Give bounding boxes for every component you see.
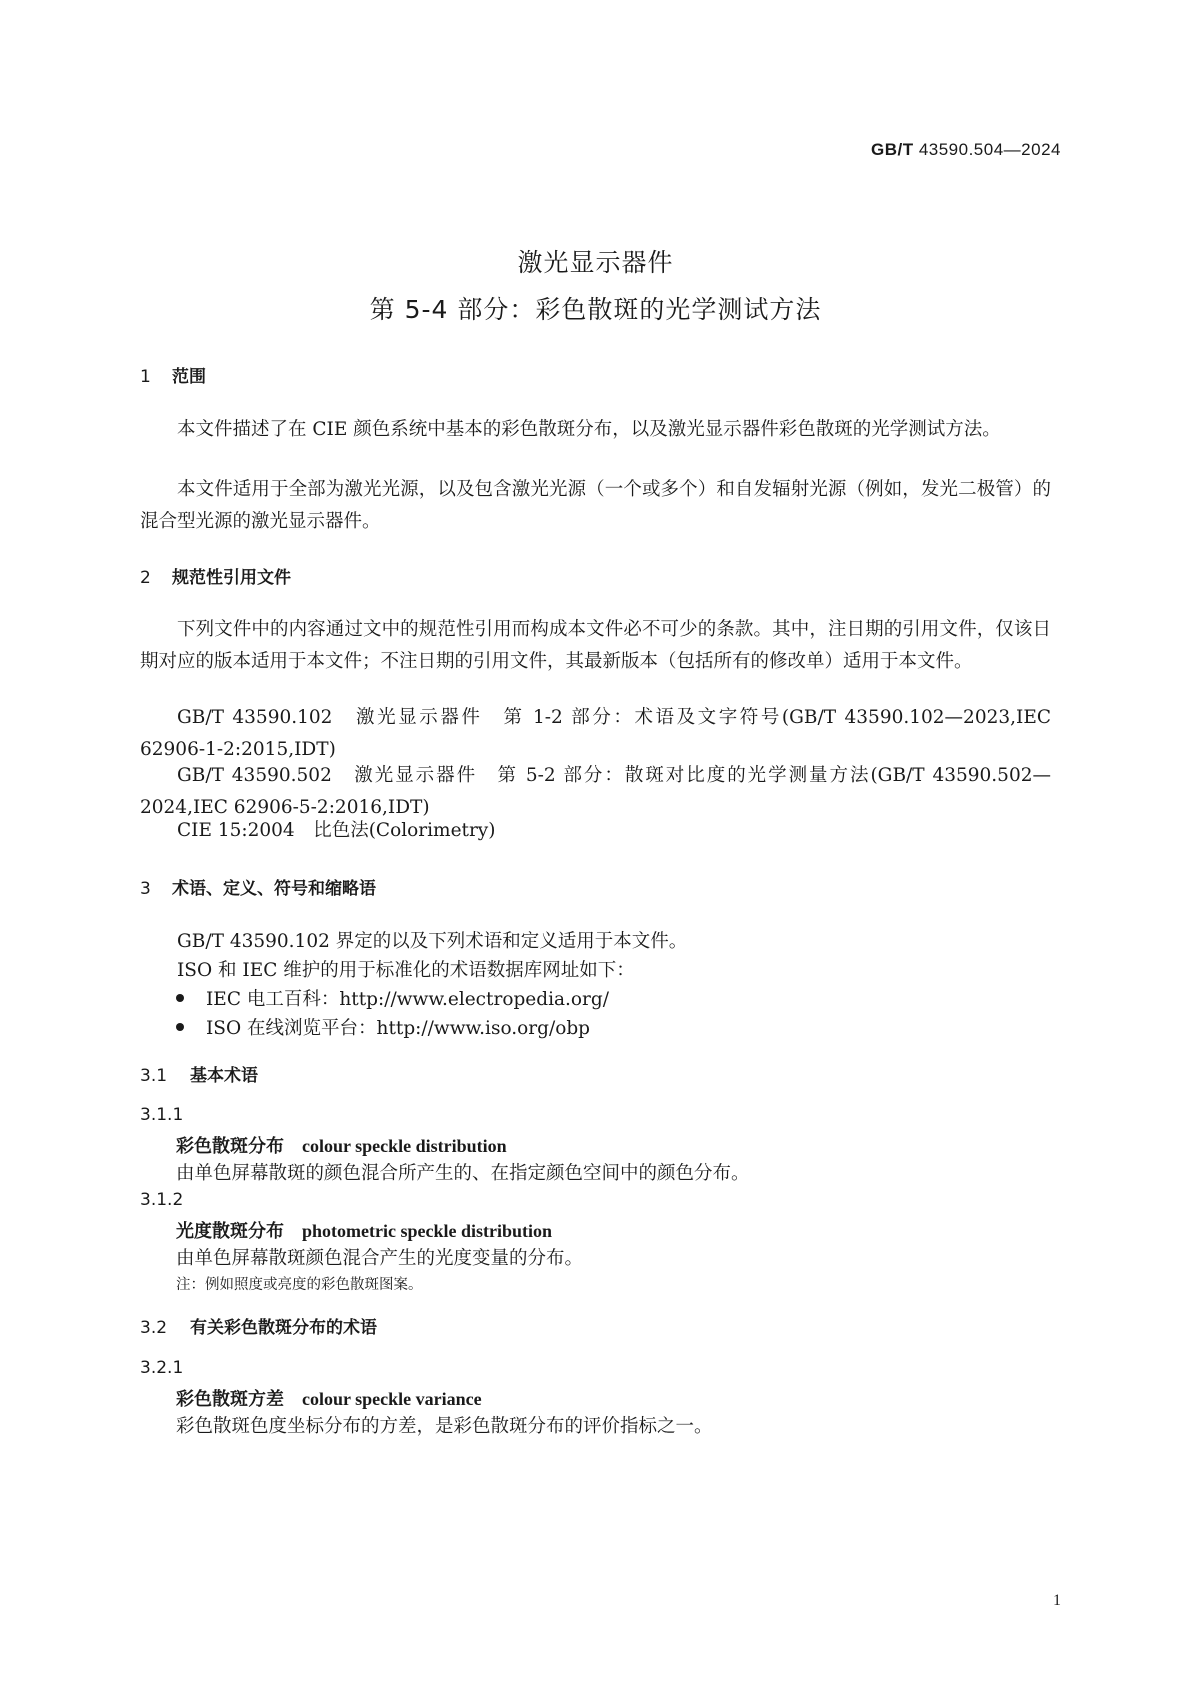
section-3-heading (140, 874, 376, 899)
term-english: colour speckle distribution (302, 1136, 507, 1156)
bullet-text: ISO 在线浏览平台：http://www.iso.org/obp (206, 1018, 591, 1039)
section-1-heading (140, 362, 206, 387)
section-3-paragraph-2: ISO 和 IEC 维护的用于标准化的术语数据库网址如下： (177, 960, 635, 981)
section-2-heading (140, 563, 291, 588)
section-number: 1 (140, 367, 151, 387)
section-number: 2 (140, 568, 151, 588)
term-chinese: 彩色散斑方差 (176, 1389, 284, 1410)
page-number: 1 (1053, 1592, 1061, 1609)
section-2-paragraph-1: 下列文件中的内容通过文中的规范性引用而构成本文件必不可少的条款。其中，注日期的引用文件，仅该日期对应的版本适用于本文件；不注日期的引用文件，其最新版本（包括所有的修改单）适用于本文件。 (140, 619, 1051, 672)
standard-prefix: GB/T (870, 140, 914, 159)
term-number-3-1-2: 3.1.2 (140, 1190, 184, 1210)
term-3-1-2-definition: 由单色屏幕散斑颜色混合产生的光度变量的分布。 (176, 1248, 584, 1269)
section-title: 范围 (172, 367, 206, 387)
term-3-1-2-note: 注：例如照度或亮度的彩色散斑图案。 (176, 1277, 423, 1293)
section-1-paragraph-1: 本文件描述了在 CIE 颜色系统中基本的彩色散斑分布，以及激光显示器件彩色散斑的光学测试方法。 (177, 419, 1001, 440)
subsection-title: 基本术语 (190, 1066, 258, 1086)
subsection-number: 3.2 (140, 1318, 168, 1338)
reference-1: GB/T 43590.102 激光显示器件 第 1-2 部分：术语及文字符号(GB/T 43590.102—2023,IEC 62906-1-2:2015,IDT) (140, 707, 1051, 760)
bullet-item-2 (176, 1013, 590, 1045)
term-number-3-1-1: 3.1.1 (140, 1105, 184, 1125)
document-title-line1: 激光显示器件 (517, 248, 674, 277)
term-3-1-1-definition: 由单色屏幕散斑的颜色混合所产生的、在指定颜色空间中的颜色分布。 (176, 1163, 750, 1184)
subsection-number: 3.1 (140, 1066, 168, 1086)
term-number-3-2-1: 3.2.1 (140, 1358, 184, 1378)
reference-2: GB/T 43590.502 激光显示器件 第 5-2 部分：散斑对比度的光学测量方法(GB/T 43590.502—2024,IEC 62906-5-2:2016,IDT) (140, 765, 1051, 818)
term-chinese: 光度散斑分布 (176, 1221, 284, 1242)
section-number: 3 (140, 879, 151, 899)
bullet-text: IEC 电工百科：http://www.electropedia.org/ (206, 989, 609, 1010)
bullet-item-1 (176, 984, 609, 1016)
subsection-title: 有关彩色散斑分布的术语 (190, 1318, 377, 1338)
standard-code (871, 140, 1061, 160)
document-title-line2: 第 5-4 部分：彩色散斑的光学测试方法 (369, 295, 822, 324)
bullet-dot-icon (176, 994, 184, 1002)
term-3-2-1 (176, 1385, 482, 1411)
term-3-1-1 (176, 1132, 507, 1158)
section-title: 规范性引用文件 (172, 568, 291, 588)
term-chinese: 彩色散斑分布 (176, 1136, 284, 1157)
section-3-paragraph-1: GB/T 43590.102 界定的以及下列术语和定义适用于本文件。 (177, 931, 688, 952)
section-title: 术语、定义、符号和缩略语 (172, 879, 376, 899)
section-1-paragraph-2: 本文件适用于全部为激光光源，以及包含激光光源（一个或多个）和自发辐射光源（例如，发光二极管）的混合型光源的激光显示器件。 (140, 479, 1051, 532)
subsection-3-1-heading (140, 1061, 258, 1086)
term-english: photometric speckle distribution (302, 1221, 552, 1241)
bullet-dot-icon (176, 1023, 184, 1031)
term-3-1-2 (176, 1217, 552, 1243)
subsection-3-2-heading (140, 1313, 377, 1338)
standard-number: 43590.504—2024 (918, 140, 1061, 159)
term-3-2-1-definition: 彩色散斑色度坐标分布的方差，是彩色散斑分布的评价指标之一。 (176, 1416, 713, 1437)
term-english: colour speckle variance (302, 1389, 482, 1409)
reference-3: CIE 15:2004 比色法(Colorimetry) (177, 820, 496, 841)
